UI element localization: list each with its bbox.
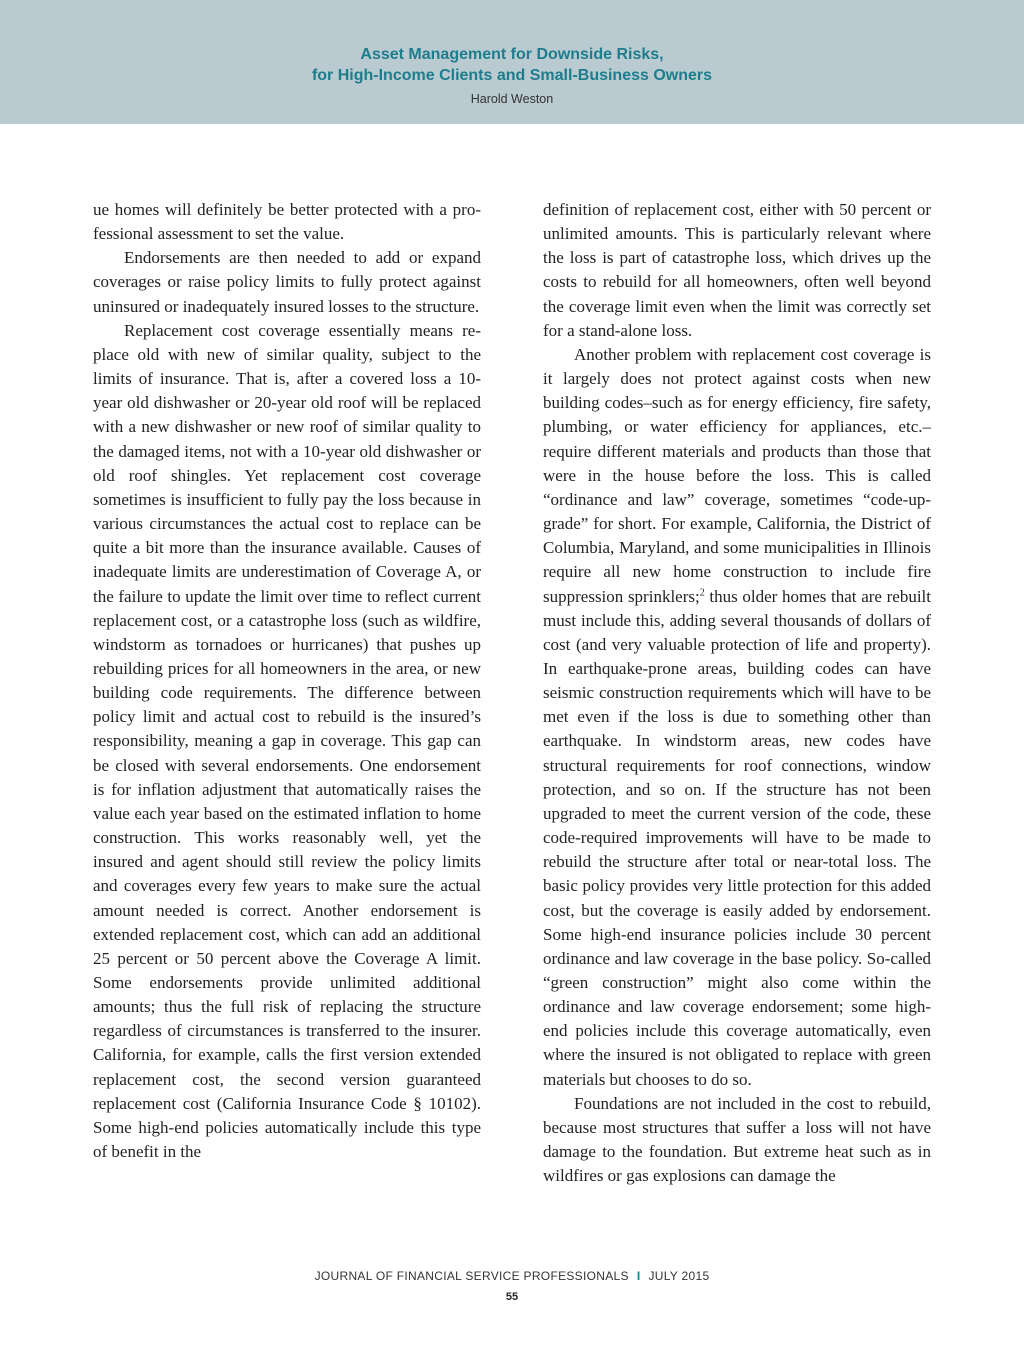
running-footer bbox=[0, 1269, 1024, 1283]
paragraph-foundations: Foundations are not included in the cost to rebuild, because most structures that suffer a loss will not have damage to the foundation. But extreme heat such as in wildfires or gas explosions can damage the bbox=[543, 1093, 931, 1186]
paragraph-replacement-cost: Replacement cost coverage essentially means replace old with new of similar quality, subject to the limits of insurance. That is, after a covered loss a 10-year old dishwasher or 20-year old roof will be replaced with a new dishwasher or new roof of similar quality to the damaged items, not with a 10-year old dishwasher or old roof shingles. Yet replacement cost coverage sometimes is insufficient to fully pay the loss because in various circumstances the actual cost to replace can be quite a bit more than the insurance available. Causes of inadequate limits are underestimation of Coverage A, or the failure to update the limit over time to reflect current replacement cost, or a catastrophe loss (such as wildfire, windstorm as tornadoes or hurricanes) that pushes up rebuilding prices for all homeowners in the area, or new building code requirements. The difference between policy limit and actual cost to rebuild is the insured’s responsibility, meaning a gap in coverage. This gap can be closed with several endorsements. One endorsement is for inflation adjustment that automatically raises the value each year based on the estimated inflation to home construction. This works reasonably well, yet the insured and agent should still review the policy limits and coverages every few years to make sure the actual amount needed is correct. Another endorsement is extended replacement cost, which can add an additional 25 percent or 50 percent above the Coverage A limit. Some endorsements provide unlimited additional amounts; thus the full risk of replacing the structure regardless of circumstances is transferred to the insurer. California, for example, calls the first version extended replacement cost, the second version guaranteed replacement cost (California Insurance Code § 10102). Some high-end policies automatically include this type of benefit in the bbox=[93, 320, 481, 1162]
article-title bbox=[0, 44, 1024, 86]
paragraph-endorsements: Endorsements are then needed to add or expand coverages or raise policy limits to fully protect against uninsured or inadequately insured losses to the structure. bbox=[93, 248, 481, 316]
page-number: 55 bbox=[505, 1291, 519, 1303]
paragraph-text-part-2: thus older homes that are rebuilt must include this, adding several thousands of dollars of cost (and very valuable protection of life and property). In earthquake-prone areas, building codes can have seismic construction requirements which will have to be met even if the loss is due to something other than earthquake. In windstorm areas, new codes have structural requirements for roof connections, window protection, and so on. If the structure has not been upgraded to meet the current version of the code, these code-required improvements will have to be made to rebuild the structure after total or near-total loss. The basic policy provides very little protection for this added cost, but the coverage is easily added by endorsement. Some high-end insurance policies include 30 percent ordinance and law coverage in the base policy. So-called “green construction” might also come within the ordinance and law coverage endorsement; some high-end policies include this coverage automatically, even where the insured is not obligated to replace with green materials but chooses to do so. bbox=[543, 586, 931, 1089]
article-title-line-1: Asset Management for Downside Risks, bbox=[360, 46, 664, 63]
article-title-line-2: for High-Income Clients and Small-Business Owners bbox=[311, 67, 713, 84]
right-column bbox=[543, 198, 931, 1188]
footnote-marker: 2 bbox=[699, 586, 705, 598]
left-column bbox=[93, 198, 481, 1164]
paragraph-ordinance-and-law bbox=[543, 343, 931, 1092]
running-header bbox=[0, 0, 1024, 124]
paragraph-text-part-1: Another problem with replacement cost coverage is it largely does not protect against costs when new building codes–such as for energy efficiency, fire safety, plumbing, or water efficiency for appliances, etc.– require different materials and products than those that were in the house before the loss. This is called “ordinance and law” coverage, sometimes “code-upgrade” for short. For example, California, the District of Columbia, Maryland, and some municipalities in Illinois require all new home construction to include fire suppression sprinklers; bbox=[543, 344, 931, 606]
paragraph-replacement-definition: definition of replacement cost, either with 50 percent or unlimited amounts. This is particularly relevant where the loss is part of catastrophe loss, which drives up the costs to rebuild for all homeowners, often well beyond the coverage limit even when the limit was correctly set for a stand-alone loss. bbox=[543, 200, 931, 340]
issue-date: JULY 2015 bbox=[648, 1269, 710, 1283]
paragraph-continued: ue homes will definitely be better protected with a professional assessment to set the value. bbox=[93, 200, 481, 244]
article-author: Harold Weston bbox=[470, 92, 554, 106]
journal-name: JOURNAL OF FINANCIAL SERVICE PROFESSIONALS bbox=[314, 1269, 629, 1283]
footer-separator: I bbox=[636, 1269, 641, 1283]
